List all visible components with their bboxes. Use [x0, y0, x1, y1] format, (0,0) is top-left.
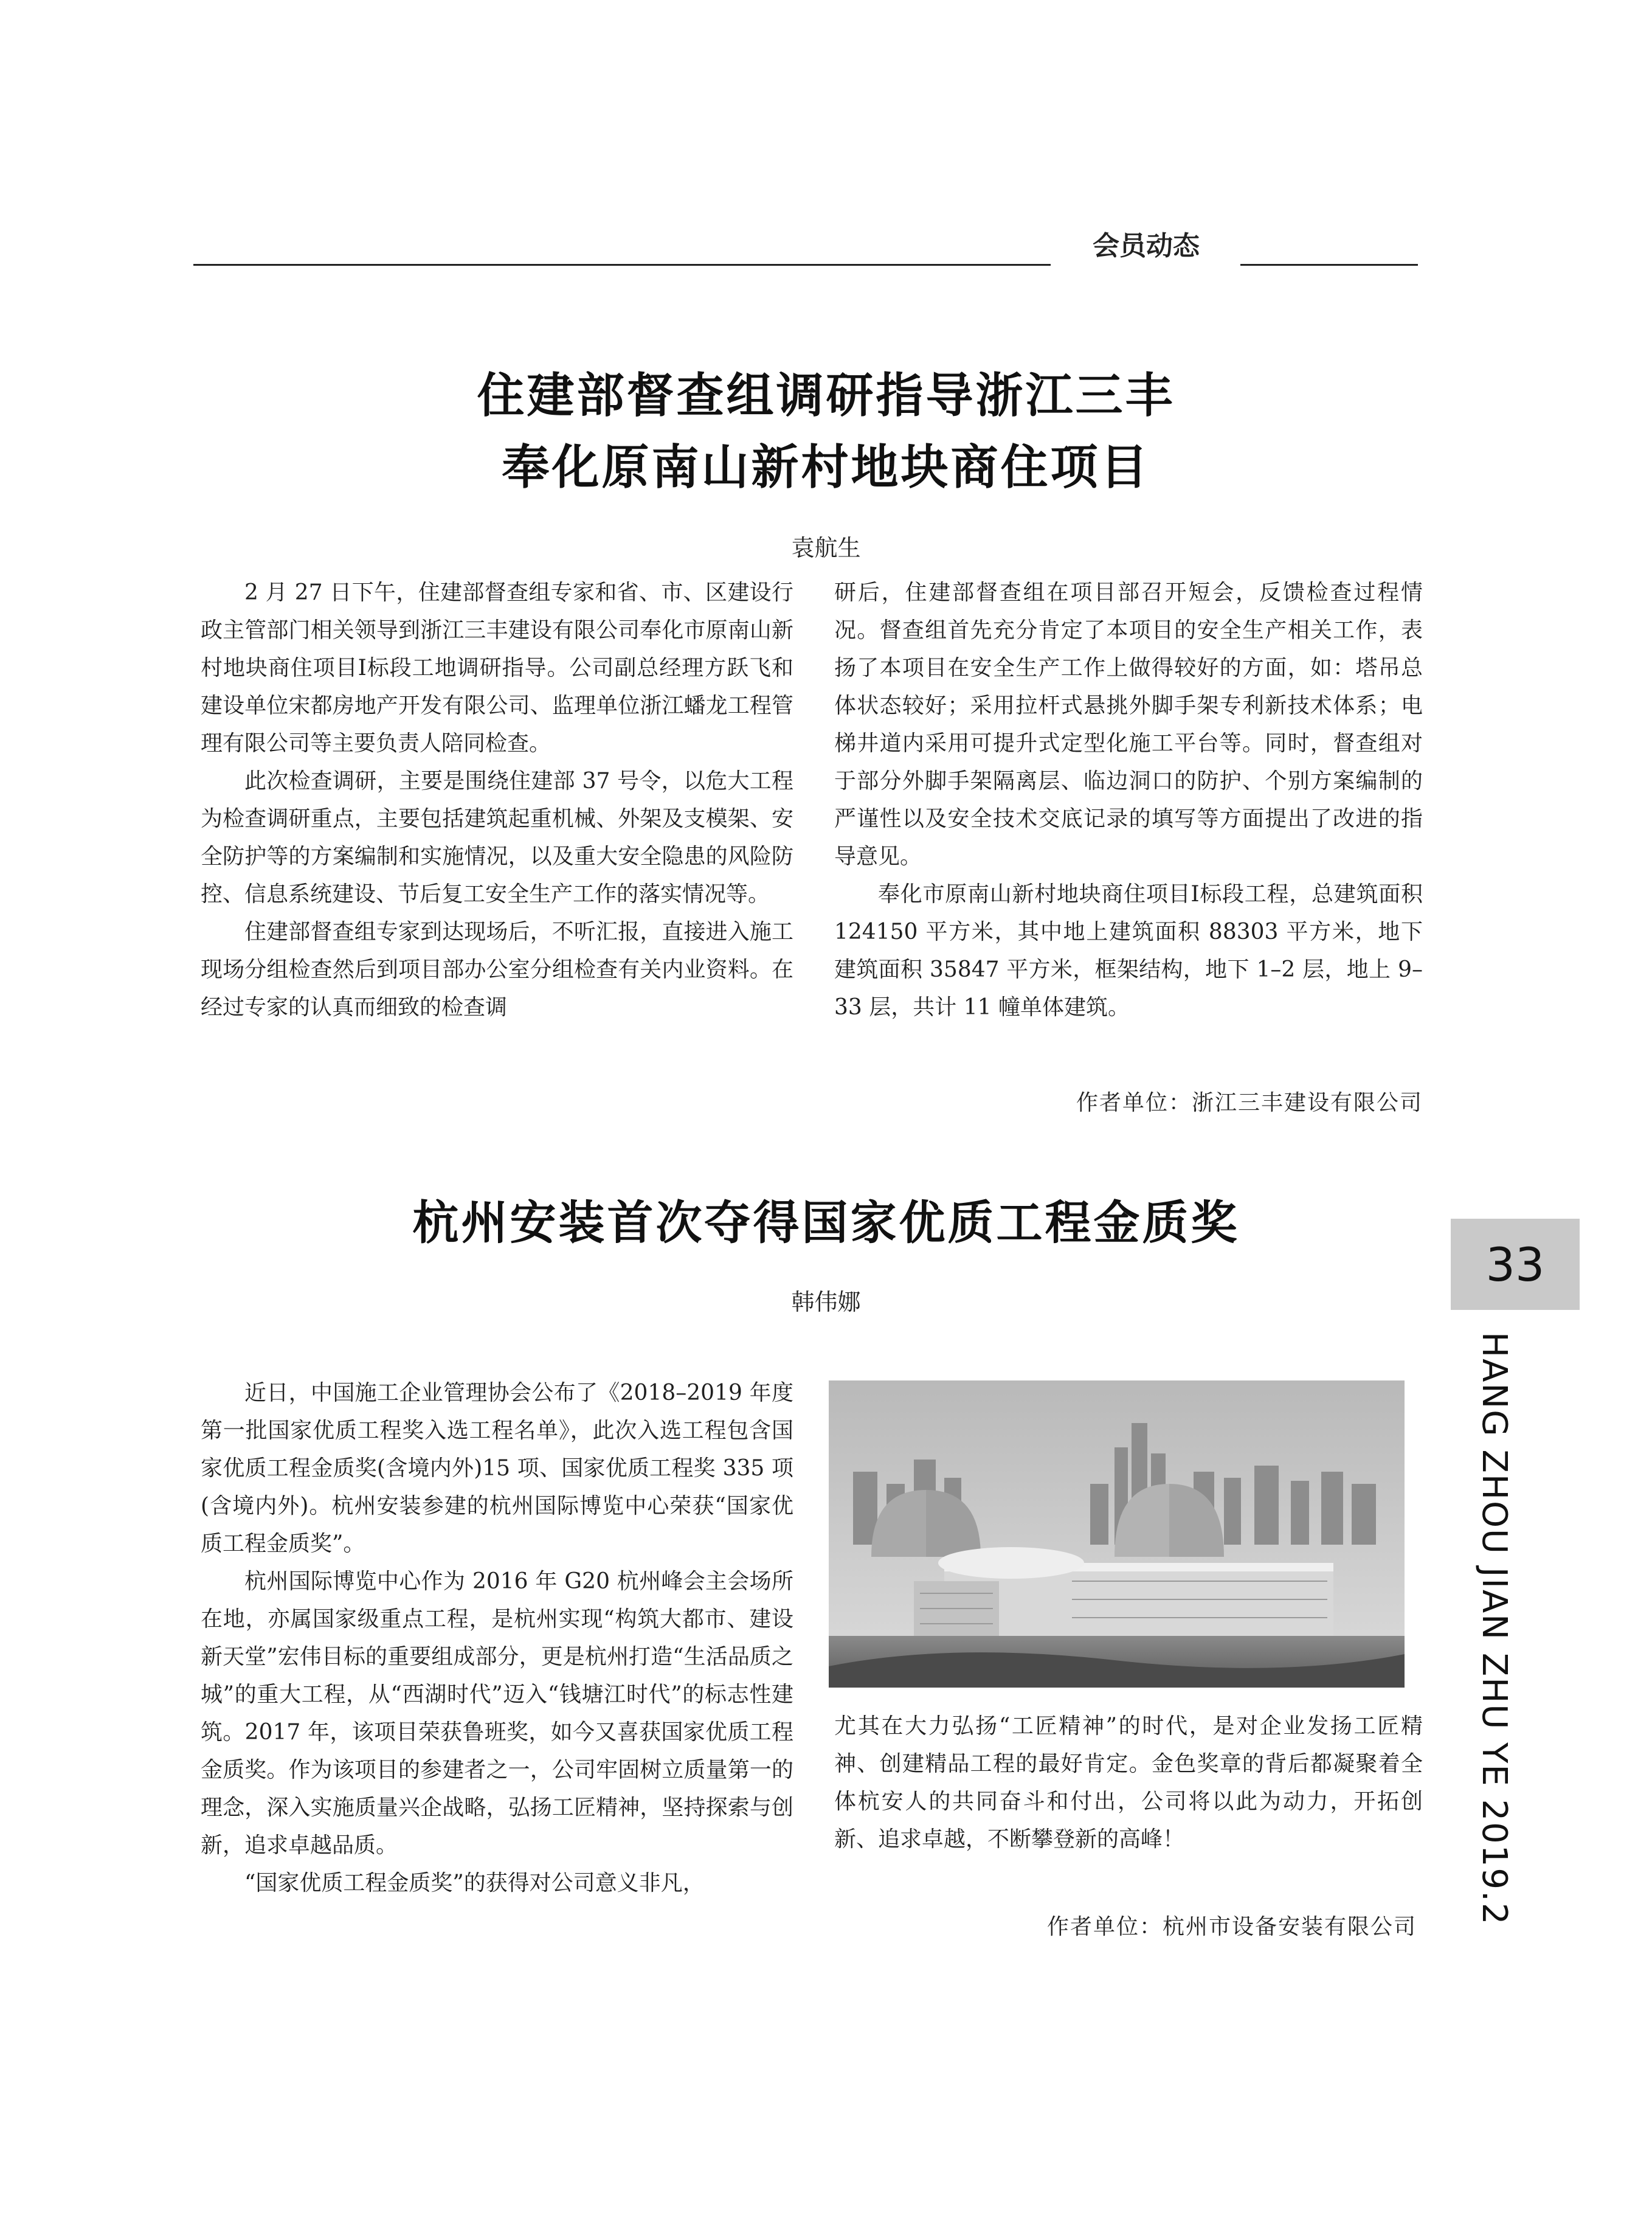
article1-title-line1: 住建部督查组调研指导浙江三丰: [477, 369, 1175, 423]
article1-right-paragraph: 研后，住建部督查组在项目部召开短会，反馈检查过程情况。督查组首先充分肯定了本项目的安全生产相关工作，表扬了本项目在安全生产工作上做得较好的方面，如：塔吊总体状态较好；采用拉杆式悬挑外脚手架专利新技术体系；电梯井道内采用可提升式定型化施工平台等。同时，督查组对于部分外脚手架隔离层、临边洞口的防护、个别方案编制的严谨性以及安全技术交底记录的填写等方面提出了改进的指导意见。: [834, 580, 1423, 869]
expo-center-photo: [829, 1380, 1405, 1688]
article1-right-column: [834, 574, 1423, 1027]
article2-right-paragraph: 尤其在大力弘扬“工匠精神”的时代，是对企业发扬工匠精神、创建精品工程的最好肯定。金色奖章的背后都凝聚着全体杭安人的共同奋斗和付出，公司将以此为动力，开拓创新、追求卓越，不断攀登新的高峰！: [834, 1714, 1423, 1852]
article2-right-column: [834, 1708, 1423, 1858]
article2-author: 韩伟娜: [791, 1289, 861, 1315]
article2-left-column: [201, 1374, 793, 1902]
section-label: 会员动态: [1093, 230, 1200, 261]
article2-left-paragraph: “国家优质工程金质奖”的获得对公司意义非凡，: [244, 1871, 705, 1896]
article1-left-paragraph: 住建部督查组专家到达现场后，不听汇报，直接进入施工现场分组检查然后到项目部办公室分组检查有关内业资料。在经过专家的认真而细致的检查调: [201, 920, 793, 1020]
article1-author: 袁航生: [791, 535, 861, 561]
journal-name-vertical: HANG ZHOU JIAN ZHU YE 2019.2: [1474, 1332, 1514, 1926]
article1-right-paragraph: 奉化市原南山新村地块商住项目Ⅰ标段工程，总建筑面积 124150 平方米，其中地上建筑面积 88303 平方米，地下建筑面积 35847 平方米，框架结构，地下 1–2 层，地上 9–33 层，共计 11 幢单体建筑。: [834, 882, 1423, 1020]
article1-left-paragraph: 此次检查调研，主要是围绕住建部 37 号令，以危大工程为检查调研重点，主要包括建筑起重机械、外架及支模架、安全防护等的方案编制和实施情况，以及重大安全隐患的风险防控、信息系统建设、节后复工安全生产工作的落实情况等。: [201, 769, 793, 907]
header-rule-right: [1240, 264, 1418, 266]
article1-affiliation: 作者单位：浙江三丰建设有限公司: [1076, 1090, 1423, 1115]
article2-left-paragraph: 杭州国际博览中心作为 2016 年 G20 杭州峰会主会场所在地，亦属国家级重点工程，是杭州实现“构筑大都市、建设新天堂”宏伟目标的重要组成部分，更是杭州打造“生活品质之城”的重大工程，从“西湖时代”迈入“钱塘江时代”的标志性建筑。2017 年，该项目荣获鲁班奖，如今又喜获国家优质工程金质奖。作为该项目的参建者之一，公司牢固树立质量第一的理念，深入实施质量兴企战略，弘扬工匠精神，坚持探索与创新，追求卓越品质。: [201, 1569, 793, 1858]
article1-title-line2: 奉化原南山新村地块商住项目: [502, 440, 1150, 495]
header-rule-left: [193, 264, 1051, 266]
page-number-tab: 33: [1451, 1219, 1580, 1310]
article2-title: 杭州安装首次夺得国家优质工程金质奖: [412, 1196, 1240, 1250]
article1-left-paragraph: 2 月 27 日下午，住建部督查组专家和省、市、区建设行政主管部门相关领导到浙江三丰建设有限公司奉化市原南山新村地块商住项目Ⅰ标段工地调研指导。公司副总经理方跃飞和建设单位宋都房地产开发有限公司、监理单位浙江蟠龙工程管理有限公司等主要负责人陪同检查。: [201, 580, 793, 756]
article2-affiliation: 作者单位：杭州市设备安装有限公司: [1046, 1914, 1417, 1939]
article1-left-column: [201, 574, 793, 1027]
article2-left-paragraph: 近日，中国施工企业管理协会公布了《2018–2019 年度第一批国家优质工程奖入选工程名单》，此次入选工程包含国家优质工程金质奖(含境内外)15 项、国家优质工程奖 335 项(含境内外)。杭州安装参建的杭州国际博览中心荣获“国家优质工程金质奖”。: [201, 1380, 793, 1556]
